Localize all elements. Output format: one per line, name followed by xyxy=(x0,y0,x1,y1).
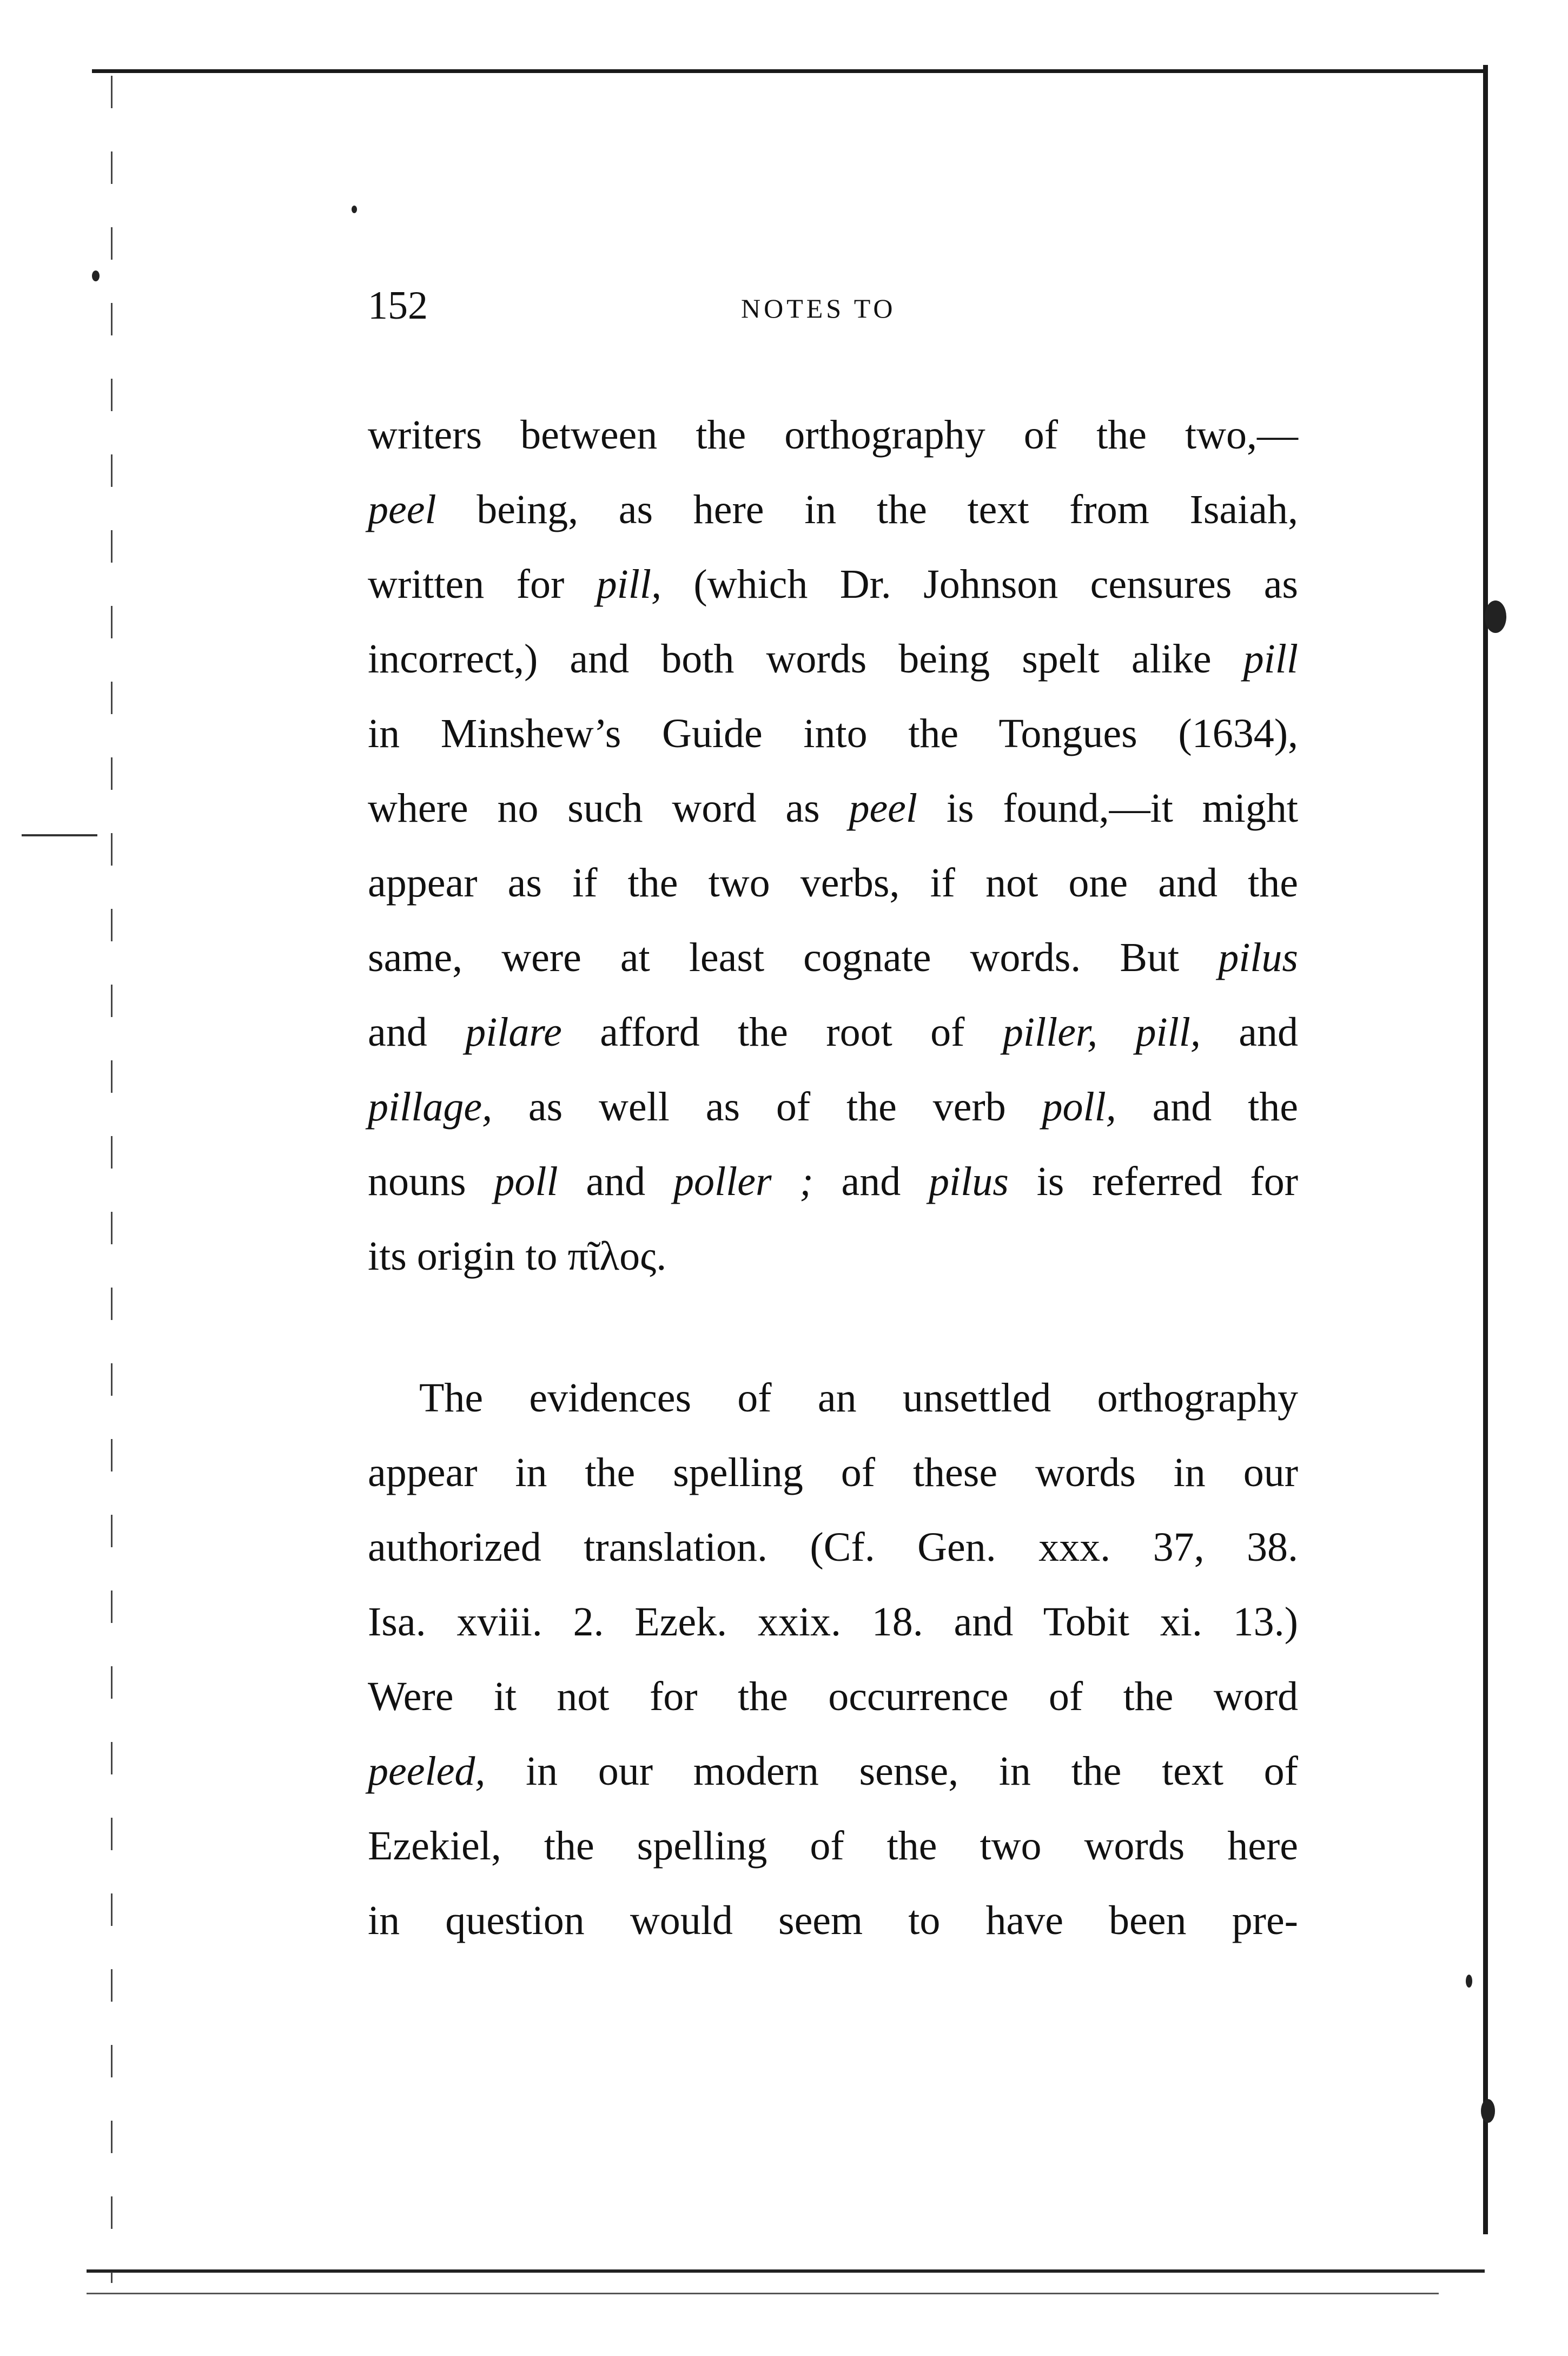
ink-speck xyxy=(92,270,100,281)
running-head: NOTES TO xyxy=(741,293,896,324)
text-line: incorrect,) and both words being spelt alike pill xyxy=(368,636,1298,682)
ink-blot xyxy=(1481,2099,1495,2123)
text-line: where no such word as peel is found,—it might xyxy=(368,786,1299,831)
text-line: peel being, as here in the text from Isaiah, xyxy=(368,487,1298,532)
ink-blot xyxy=(1485,600,1506,633)
top-border-line xyxy=(92,69,1487,73)
text-line: authorized translation. (Cf. Gen. xxx. 37, 38. xyxy=(368,1525,1298,1570)
text-line: appear in the spelling of these words in our xyxy=(368,1450,1298,1495)
text-line: and pilare afford the root of piller, pill, and xyxy=(368,1009,1299,1055)
paragraph-1 xyxy=(368,398,1298,1294)
text-line: writers between the orthography of the two,— xyxy=(368,412,1298,458)
page-header xyxy=(368,281,1298,330)
text-line: pillage, as well as of the verb poll, and the xyxy=(368,1084,1298,1130)
paragraph-2 xyxy=(368,1361,1298,1958)
bottom-border-line xyxy=(87,2269,1485,2273)
text-line: written for pill, (which Dr. Johnson censures as xyxy=(368,562,1299,607)
text-line: in question would seem to have been pre- xyxy=(368,1898,1298,1943)
text-line: nouns poll and poller ; and pilus is referred for xyxy=(368,1159,1299,1204)
text-line: peeled, in our modern sense, in the text of xyxy=(368,1748,1298,1794)
ink-speck xyxy=(352,206,357,213)
bottom-border-line-faint xyxy=(87,2293,1439,2294)
left-border-line xyxy=(111,76,113,2283)
text-line: appear as if the two verbs, if not one and the xyxy=(368,860,1298,906)
text-line: Were it not for the occurrence of the word xyxy=(368,1674,1298,1719)
margin-mark xyxy=(22,834,97,836)
text-line: in Minshew’s Guide into the Tongues (1634), xyxy=(368,711,1298,756)
greek-word: πῖλος. xyxy=(567,1233,667,1279)
text-line: its origin to πῖλος. xyxy=(368,1233,667,1279)
page-number: 152 xyxy=(368,283,428,328)
text-line: Isa. xviii. 2. Ezek. xxix. 18. and Tobit xi. 13.) xyxy=(368,1599,1298,1645)
text-line: The evidences of an unsettled orthography xyxy=(419,1375,1298,1421)
right-border-line xyxy=(1483,65,1488,2234)
text-line: same, were at least cognate words. But pilus xyxy=(368,935,1298,980)
ink-speck xyxy=(1466,1975,1472,1988)
text-line: Ezekiel, the spelling of the two words here xyxy=(368,1823,1298,1869)
